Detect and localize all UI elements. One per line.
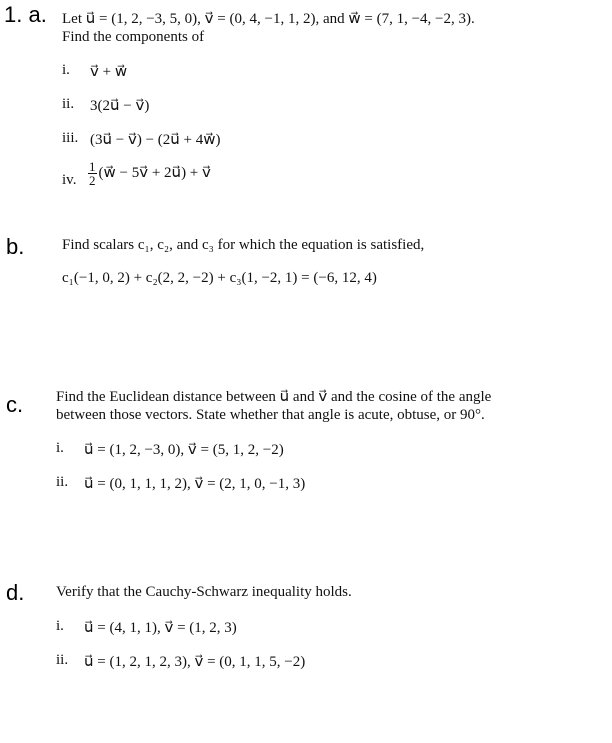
item-number: ii. <box>56 474 69 490</box>
problem-1a-prompt-line1: Let u⃗ = (1, 2, −3, 5, 0), v⃗ = (0, 4, −1, 1, 2), and w⃗ = (7, 1, −4, −2, 3). <box>62 11 475 27</box>
problem-c-prompt-line2: between those vectors. State whether that angle is acute, obtuse, or 90°. <box>56 407 485 423</box>
problem-label-c: c. <box>6 392 24 417</box>
problem-d-prompt: Verify that the Cauchy-Schwarz inequality holds. <box>56 584 352 600</box>
problem-label-b: b. <box>6 234 25 259</box>
item-expression: u⃗ = (1, 2, 1, 2, 3), v⃗ = (0, 1, 1, 5, −2) <box>84 654 306 670</box>
item-expression: u⃗ = (4, 1, 1), v⃗ = (1, 2, 3) <box>84 620 237 636</box>
item-number: ii. <box>62 96 75 112</box>
problem-label-d: d. <box>6 580 25 605</box>
item-expression: (3u⃗ − v⃗) − (2u⃗ + 4w⃗) <box>90 132 221 148</box>
fraction-numerator: 1 <box>89 159 96 174</box>
problem-b-prompt: Find scalars c₁, c₂, and c₃ for which the equation is satisfied, <box>62 237 425 253</box>
fraction <box>88 160 97 187</box>
problem-label-1a: 1. a. <box>4 2 47 27</box>
item-expression: v⃗ + w⃗ <box>90 64 128 80</box>
problem-c-prompt-line1: Find the Euclidean distance between u⃗ and v⃗ and the cosine of the angle <box>56 389 492 405</box>
problem-b-equation: c₁(−1, 0, 2) + c₂(2, 2, −2) + c₃(1, −2, 1) = (−6, 12, 4) <box>62 270 377 286</box>
item-number: iii. <box>62 130 79 146</box>
item-number: i. <box>56 618 64 634</box>
item-expression: u⃗ = (1, 2, −3, 0), v⃗ = (5, 1, 2, −2) <box>84 442 284 458</box>
item-number: ii. <box>56 652 69 668</box>
item-expression-iv <box>88 160 211 187</box>
item-expression: (w⃗ − 5v⃗ + 2u⃗) + v⃗ <box>98 164 211 181</box>
item-expression: u⃗ = (0, 1, 1, 1, 2), v⃗ = (2, 1, 0, −1, 3) <box>84 476 306 492</box>
item-number: i. <box>56 440 64 456</box>
item-expression: 3(2u⃗ − v⃗) <box>90 98 150 114</box>
item-number: iv. <box>62 172 77 188</box>
problem-1a-prompt-line2: Find the components of <box>62 29 205 45</box>
item-number: i. <box>62 62 70 78</box>
fraction-denominator: 2 <box>89 173 96 188</box>
